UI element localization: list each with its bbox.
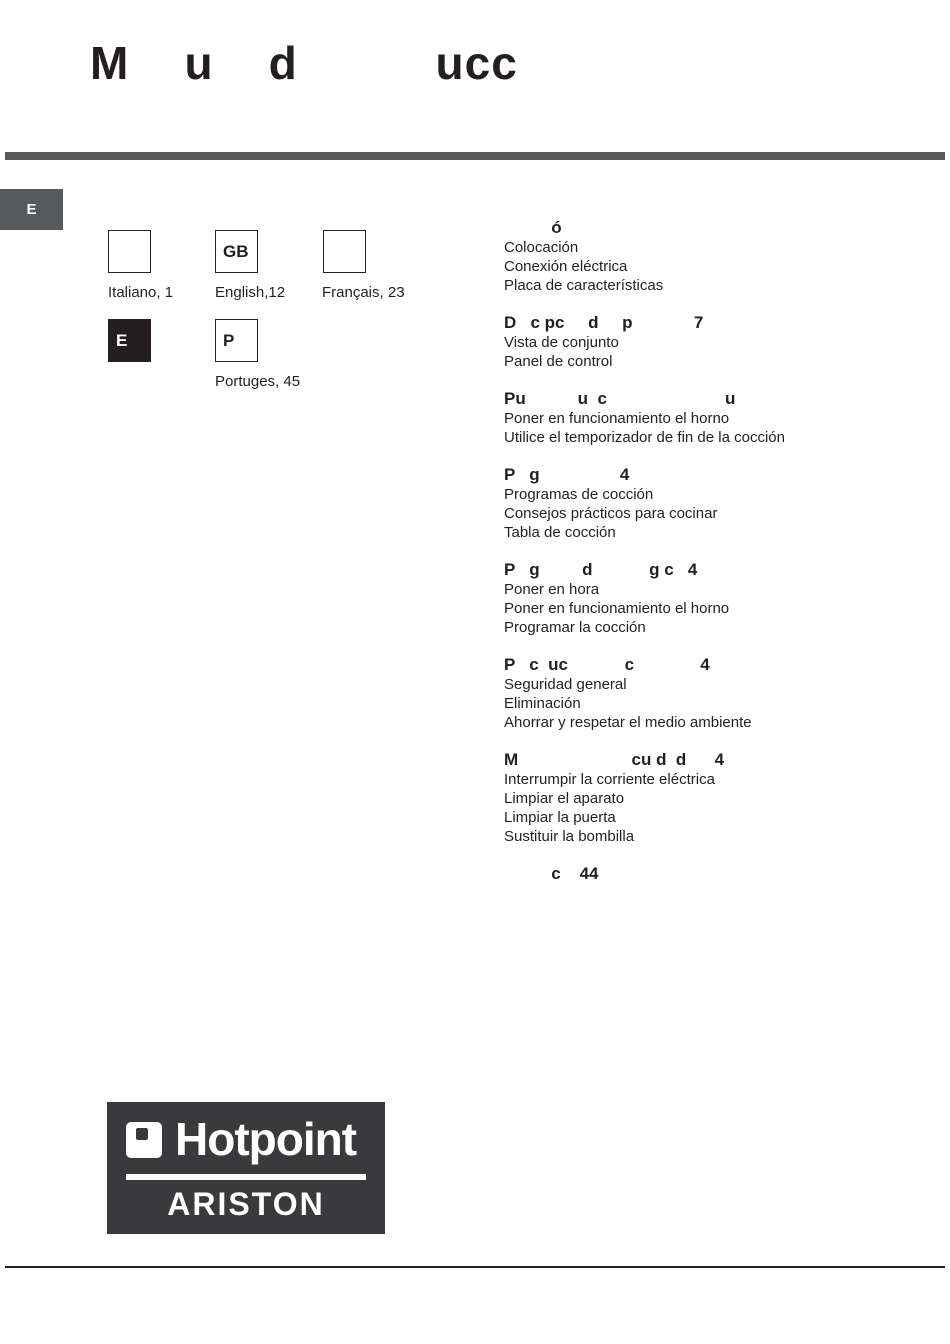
logo-mark-icon xyxy=(126,1122,162,1158)
toc-item[interactable]: Programas de cocción xyxy=(504,486,654,503)
toc-item[interactable]: Poner en hora xyxy=(504,581,600,598)
toc-section-title: P c uc c 4 xyxy=(504,655,710,674)
toc-item[interactable]: Tabla de cocción xyxy=(504,524,616,541)
language-label-francais[interactable]: Français, 23 xyxy=(322,284,405,301)
toc-item[interactable]: Conexión eléctrica xyxy=(504,258,628,275)
toc-section-title: P g d g c 4 xyxy=(504,560,698,579)
language-label-portugues[interactable]: Portuges, 45 xyxy=(215,373,301,390)
language-label-english[interactable]: English,12 xyxy=(215,284,286,301)
toc-item[interactable]: Consejos prácticos para cocinar xyxy=(504,505,718,522)
language-tab: E xyxy=(0,189,63,230)
language-box-english[interactable]: GB xyxy=(215,230,258,273)
toc-section-assistance xyxy=(504,864,924,884)
toc-section-programs xyxy=(504,465,924,542)
toc-item[interactable]: Interrumpir la corriente eléctrica xyxy=(504,771,715,788)
toc-section-start-up xyxy=(504,389,924,447)
toc-section-precautions xyxy=(504,655,924,732)
toc-item[interactable]: Ahorrar y respetar el medio ambiente xyxy=(504,714,752,731)
language-box-portugues[interactable]: P xyxy=(215,319,258,362)
toc-item[interactable]: Programar la cocción xyxy=(504,619,646,636)
toc-section-programmer xyxy=(504,560,924,637)
toc-item[interactable]: Colocación xyxy=(504,239,579,256)
toc-section-title: D c pc d p 7 xyxy=(504,313,704,332)
toc-item[interactable]: Utilice el temporizador de fin de la cocción xyxy=(504,429,785,446)
toc-item[interactable]: Limpiar el aparato xyxy=(504,790,625,807)
language-label-italiano[interactable]: Italiano, 1 xyxy=(108,284,174,301)
toc-section-title: Pu u c u xyxy=(504,389,736,408)
toc-item[interactable]: Panel de control xyxy=(504,353,613,370)
bottom-divider xyxy=(5,1266,945,1268)
toc-section-title: c 44 xyxy=(504,864,599,883)
language-box-italiano[interactable] xyxy=(108,230,151,273)
hotpoint-ariston-logo xyxy=(107,1102,385,1234)
top-divider xyxy=(5,152,945,160)
toc-item[interactable]: Seguridad general xyxy=(504,676,627,693)
manual-title: M u d ucc xyxy=(90,37,518,89)
toc-item[interactable]: Sustituir la bombilla xyxy=(504,828,635,845)
logo-divider xyxy=(126,1174,366,1180)
toc-item[interactable]: Placa de características xyxy=(504,277,664,294)
logo-sub-brand: ARISTON xyxy=(167,1186,325,1222)
toc-section-installation xyxy=(504,218,924,295)
toc-item[interactable]: Poner en funcionamiento el horno xyxy=(504,600,730,617)
language-box-francais[interactable] xyxy=(323,230,366,273)
toc-item[interactable]: Vista de conjunto xyxy=(504,334,619,351)
toc-section-title: ó xyxy=(504,218,562,237)
toc-item[interactable]: Eliminación xyxy=(504,695,581,712)
toc-section-maintenance xyxy=(504,750,924,846)
toc-section-title: P g 4 xyxy=(504,465,630,484)
table-of-contents xyxy=(504,218,924,902)
logo-brand-name: Hotpoint xyxy=(175,1113,357,1165)
toc-item[interactable]: Limpiar la puerta xyxy=(504,809,616,826)
toc-item[interactable]: Poner en funcionamiento el horno xyxy=(504,410,730,427)
toc-section-description xyxy=(504,313,924,371)
toc-section-title: M cu d d 4 xyxy=(504,750,725,769)
language-box-espanol[interactable]: E xyxy=(108,319,151,362)
